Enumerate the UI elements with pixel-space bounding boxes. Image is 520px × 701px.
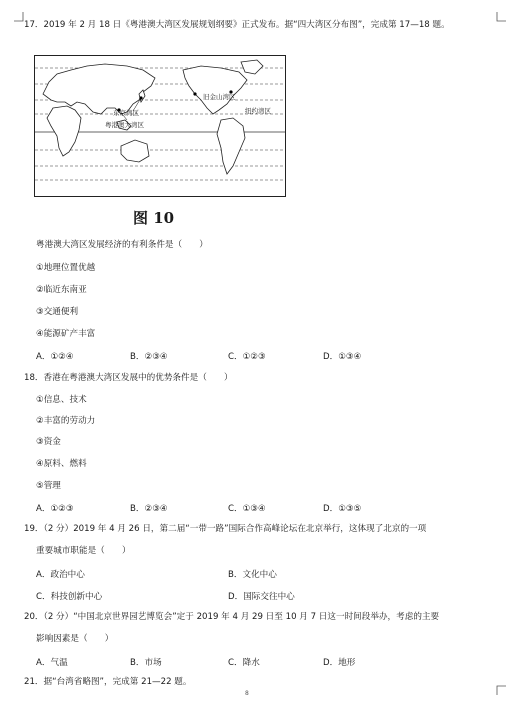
map-label-gba: 粤港澳大湾区 bbox=[105, 121, 144, 129]
q17-option-b[interactable]: B．②③④ bbox=[130, 352, 168, 362]
q18-item-1: ①信息、技术 bbox=[36, 395, 87, 405]
q18-option-c[interactable]: C．①③④ bbox=[228, 504, 266, 514]
figure-caption: 图 10 bbox=[133, 209, 175, 227]
q18-option-b[interactable]: B．②③④ bbox=[130, 504, 168, 514]
q19-option-b[interactable]: B．文化中心 bbox=[228, 570, 277, 580]
corner-mark-top-left bbox=[14, 12, 24, 22]
map-label-newyork: 纽约湾区 bbox=[245, 107, 271, 115]
q20-option-b[interactable]: B．市场 bbox=[130, 658, 162, 668]
q17-item-2: ②临近东南亚 bbox=[36, 285, 87, 295]
corner-mark-bottom-right bbox=[496, 685, 506, 695]
q18-stem: 18．香港在粤港澳大湾区发展中的优势条件是（ ） bbox=[24, 373, 233, 383]
q17-option-d[interactable]: D．①③④ bbox=[323, 352, 362, 362]
q20-option-c[interactable]: C．降水 bbox=[228, 658, 260, 668]
q17-option-a[interactable]: A．①②④ bbox=[36, 352, 74, 362]
world-map-graphic bbox=[35, 56, 285, 196]
world-bay-areas-map bbox=[34, 55, 286, 197]
q20-stem-line2: 影响因素是（ ） bbox=[36, 634, 114, 644]
q18-item-5: ⑤管理 bbox=[36, 481, 61, 491]
q20-stem-line1: 20．（2 分）“中国北京世界园艺博览会”定于 2019 年 4 月 29 日至 10 月 7 日这一时间段举办，考虑的主要 bbox=[24, 612, 440, 622]
map-label-sanfrancisco: 旧金山湾区 bbox=[203, 93, 236, 101]
q17-item-1: ①地理位置优越 bbox=[36, 263, 96, 273]
q21-stem: 21．据“台湾省略图”，完成第 21—22 题。 bbox=[24, 677, 192, 687]
corner-mark-top-right bbox=[496, 12, 506, 22]
q19-option-d[interactable]: D．国际交往中心 bbox=[228, 592, 295, 602]
q17-item-3: ③交通便利 bbox=[36, 307, 79, 317]
map-label-tokyo: 东京湾区 bbox=[113, 109, 139, 117]
page-number: 8 bbox=[245, 690, 249, 697]
q17-item-4: ④能源矿产丰富 bbox=[36, 329, 96, 339]
q18-option-d[interactable]: D．①③⑤ bbox=[323, 504, 362, 514]
q17-option-c[interactable]: C．①②③ bbox=[228, 352, 266, 362]
q19-stem-line2: 重要城市职能是（ ） bbox=[36, 546, 131, 556]
q18-item-4: ④原料、燃料 bbox=[36, 459, 87, 469]
q20-option-d[interactable]: D．地形 bbox=[323, 658, 356, 668]
q18-option-a[interactable]: A．①②③ bbox=[36, 504, 74, 514]
q18-item-3: ③资金 bbox=[36, 437, 61, 447]
q17-sub-question: 粤港澳大湾区发展经济的有利条件是（ ） bbox=[36, 240, 208, 250]
q18-item-2: ②丰富的劳动力 bbox=[36, 416, 96, 426]
q17-stem: 17．2019 年 2 月 18 日《粤港澳大湾区发展规划纲要》正式发布。据“四大湾区分布图”，完成第 17—18 题。 bbox=[24, 20, 450, 30]
q19-stem-line1: 19．（2 分）2019 年 4 月 26 日，第二届“一带一路”国际合作高峰论坛在北京举行，这体现了北京的一项 bbox=[24, 524, 427, 534]
q19-option-c[interactable]: C．科技创新中心 bbox=[36, 592, 103, 602]
q20-option-a[interactable]: A．气温 bbox=[36, 658, 68, 668]
q19-option-a[interactable]: A．政治中心 bbox=[36, 570, 85, 580]
